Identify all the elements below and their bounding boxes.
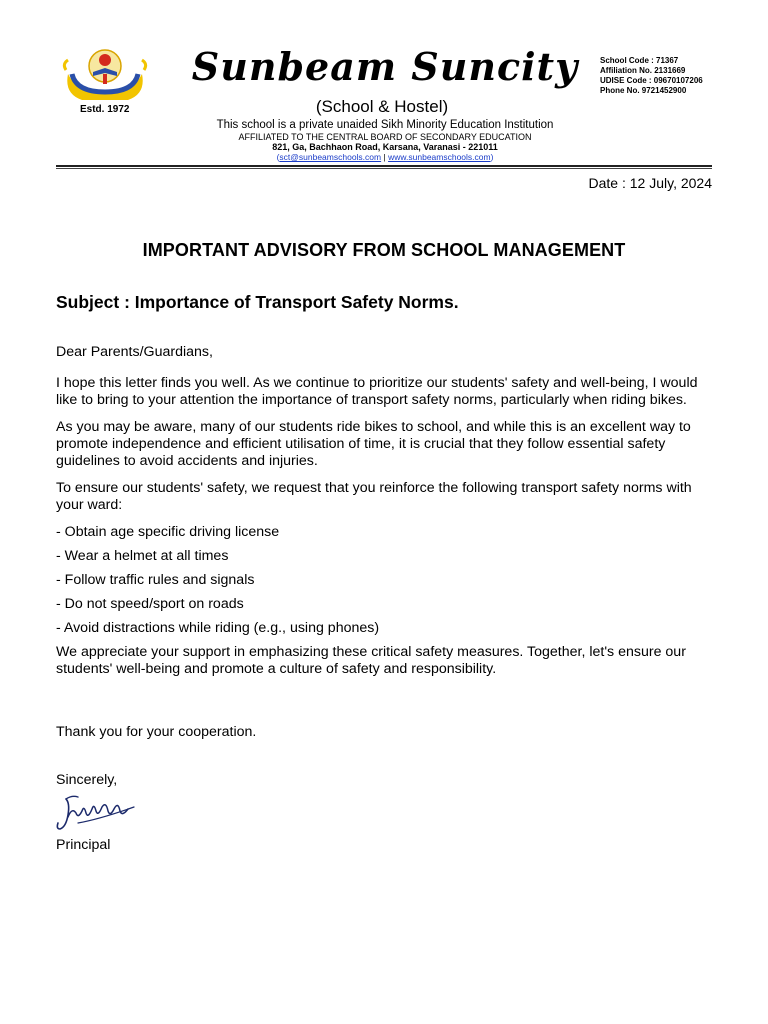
list-item: - Follow traffic rules and signals: [56, 572, 255, 588]
paragraph-bikes: As you may be aware, many of our students ride bikes to school, and while this is an excellent way to promote independence and efficient utilisation of time, it is crucial that they follow essential safety guidelines to avoid accidents and injuries.: [56, 419, 691, 469]
list-item: - Avoid distractions while riding (e.g., using phones): [56, 620, 380, 636]
principal-signature: [56, 793, 140, 837]
list-item: - Do not speed/sport on roads: [56, 596, 244, 612]
list-item: - Obtain age specific driving license: [56, 524, 280, 540]
signatory-title: Principal: [56, 837, 111, 853]
school-logo: [62, 44, 148, 104]
school-codes: [600, 56, 703, 96]
letter-subject: Subject : Importance of Transport Safety Norms.: [56, 292, 459, 312]
school-contact-links: (sct@sunbeamschools.com | www.sunbeamschools.com): [276, 152, 494, 162]
header-divider-thin: [56, 168, 712, 169]
established-year: Estd. 1972: [80, 104, 130, 115]
paragraph-request: To ensure our students' safety, we request that you reinforce the following transport safety norms with your ward:: [56, 480, 692, 513]
website-link[interactable]: www.sunbeamschools.com: [388, 152, 491, 162]
school-affiliation: AFFILIATED TO THE CENTRAL BOARD OF SECONDARY EDUCATION: [238, 132, 532, 142]
school-subtitle: (School & Hostel): [315, 97, 449, 116]
udise-code: UDISE Code : 09670107206: [600, 76, 703, 85]
letter-body: [56, 344, 716, 854]
phone-number: Phone No. 9721452900: [600, 86, 687, 95]
school-code: School Code : 71367: [600, 56, 679, 65]
sign-off: Sincerely,: [56, 772, 118, 788]
paragraph-closing: We appreciate your support in emphasizing these critical safety measures. Together, let's ensure our students' well-being and promote a culture of safety and responsibility.: [56, 644, 686, 677]
paragraph-intro: I hope this letter finds you well. As we continue to prioritize our students' safety and well-being, I would like to bring to your attention the importance of transport safety norms, particularly when riding bikes.: [56, 375, 698, 408]
list-item: - Wear a helmet at all times: [56, 548, 229, 564]
advisory-heading: IMPORTANT ADVISORY FROM SCHOOL MANAGEMENT: [142, 240, 626, 260]
school-address: 821, Ga, Bachhaon Road, Karsana, Varanasi - 221011: [272, 142, 498, 152]
letter-date: Date : 12 July, 2024: [588, 175, 712, 191]
email-link[interactable]: sct@sunbeamschools.com: [279, 152, 382, 162]
school-description: This school is a private unaided Sikh Minority Education Institution: [216, 119, 554, 131]
header-divider: [56, 165, 712, 167]
salutation: Dear Parents/Guardians,: [56, 344, 213, 360]
thanks-line: Thank you for your cooperation.: [56, 724, 257, 740]
school-name: Sunbeam Suncity: [191, 44, 579, 89]
affiliation-number: Affiliation No. 2131669: [600, 66, 686, 75]
